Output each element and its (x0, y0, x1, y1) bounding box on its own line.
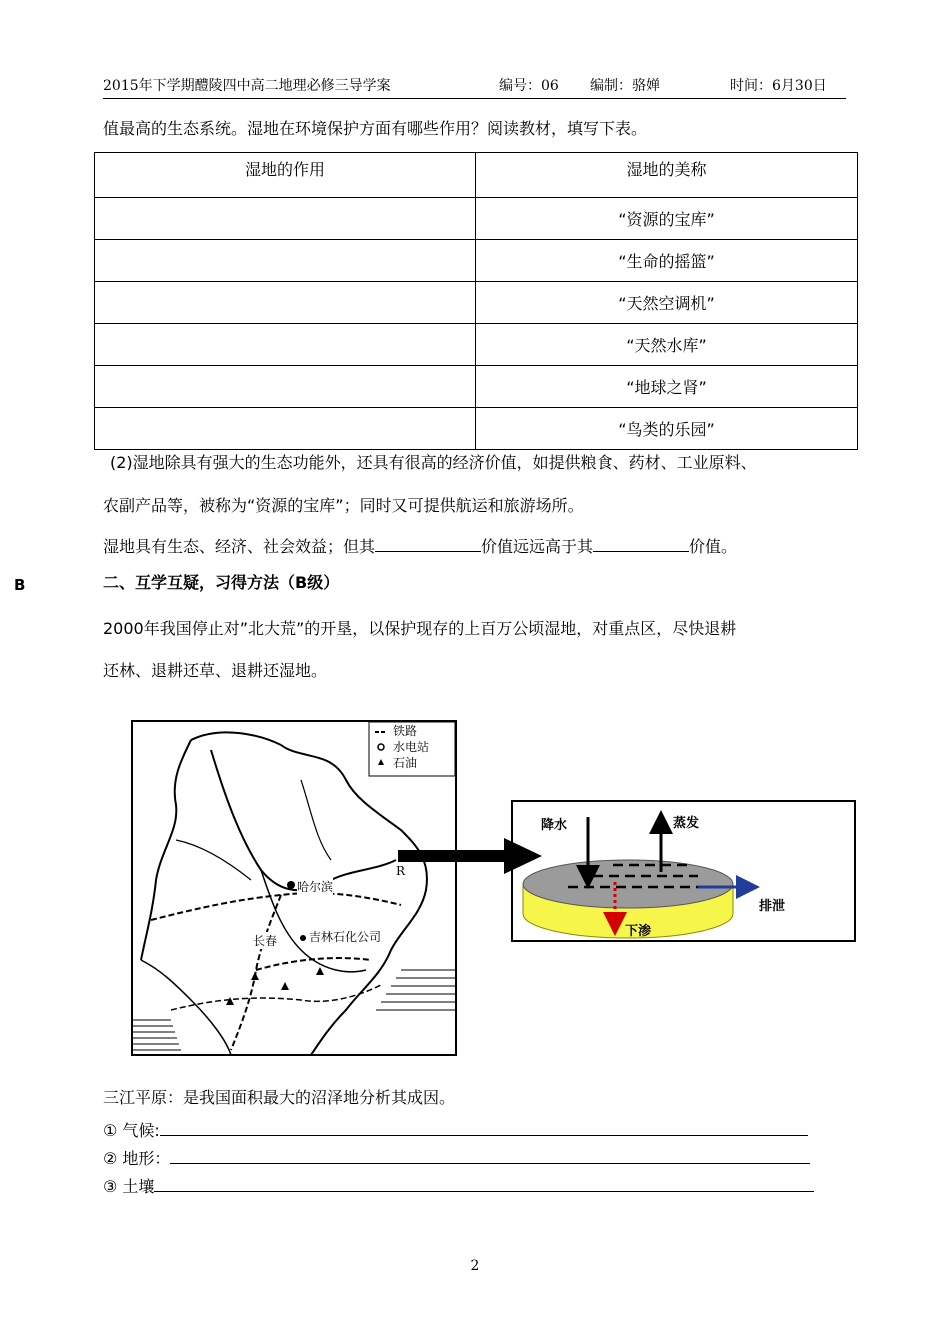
question-soil (103, 1173, 825, 1199)
intro-line: 值最高的生态系统。湿地在环境保护方面有哪些作用？阅读教材，填写下表。 (103, 119, 648, 138)
table-row (95, 198, 858, 240)
table-cell-name: “资源的宝库” (476, 198, 858, 240)
question-soil-label: ③ 土壤 (103, 1177, 155, 1196)
table-cell-role[interactable] (95, 282, 476, 324)
table-cell-name: “鸟类的乐园” (476, 408, 858, 450)
map-label-r: R (396, 864, 406, 878)
answer-blank[interactable] (375, 533, 481, 552)
question-climate-label: ① 气候: (103, 1121, 160, 1140)
label-evaporation: 蒸发 (673, 816, 700, 831)
label-precipitation: 降水 (541, 818, 568, 833)
table-cell-role[interactable] (95, 408, 476, 450)
table-cell-role[interactable] (95, 324, 476, 366)
question-terrain (103, 1145, 825, 1171)
table-cell-name: “天然水库” (476, 324, 858, 366)
para2-line2: 农副产品等，被称为“资源的宝库”；同时又可提供航运和旅游场所。 (103, 496, 584, 515)
legend-railway: 铁路 (393, 724, 418, 738)
table-row (95, 324, 858, 366)
table-header-row (95, 153, 858, 198)
page-number: 2 (470, 1258, 480, 1274)
wetland-table (94, 152, 858, 450)
table-cell-role[interactable] (95, 366, 476, 408)
question-terrain-label: ② 地形： (103, 1149, 171, 1168)
table-row (95, 408, 858, 450)
northeast-map (131, 720, 457, 1056)
table-row (95, 366, 858, 408)
para2-line3-b: 价值远远高于其 (481, 537, 594, 556)
header-editor: 编制：骆婵 (590, 78, 660, 94)
table-row (95, 240, 858, 282)
city-jilin-petrochem: 吉林石化公司 (309, 930, 382, 944)
para2-line3-c: 价值。 (689, 537, 738, 556)
answer-blank[interactable] (160, 1117, 808, 1136)
answer-blank[interactable] (154, 1173, 814, 1192)
table-cell-role[interactable] (95, 198, 476, 240)
water-balance-diagram (511, 800, 856, 942)
section2-title: 二、互学互疑，习得方法（B级） (103, 573, 340, 592)
para2-line3-a: 湿地具有生态、经济、社会效益；但其 (103, 537, 376, 556)
section2-line1: 2000年我国停止对”北大荒”的开垦，以保护现存的上百万公顷湿地，对重点区，尽快退耕 (103, 619, 737, 638)
table-cell-role[interactable] (95, 240, 476, 282)
margin-mark: B (14, 576, 26, 594)
para2-line1: (2)湿地除具有强大的生态功能外，还具有很高的经济价值，如提供粮食、药材、工业原料、 (110, 453, 757, 472)
legend-hydropower: 水电站 (393, 740, 430, 754)
table-row (95, 282, 858, 324)
answer-blank[interactable] (170, 1145, 810, 1164)
header-time: 时间：6月30日 (730, 78, 827, 94)
label-infiltration: 下渗 (625, 924, 652, 939)
legend-oil: 石油 (393, 756, 418, 770)
table-cell-name: “地球之肾” (476, 366, 858, 408)
table-header-role: 湿地的作用 (95, 153, 476, 198)
city-harbin: 哈尔滨 (297, 880, 334, 894)
section2-line2: 还林、退耕还草、退耕还湿地。 (103, 661, 328, 680)
header-number: 编号：06 (499, 78, 559, 94)
table-header-name: 湿地的美称 (476, 153, 858, 198)
table-cell-name: “天然空调机” (476, 282, 858, 324)
page-header (103, 76, 846, 99)
table-cell-name: “生命的摇篮” (476, 240, 858, 282)
para2-line3 (103, 533, 737, 559)
question-climate (103, 1117, 825, 1143)
city-changchun: 长春 (253, 934, 278, 948)
label-drainage: 排泄 (759, 899, 786, 914)
header-course: 2015年下学期醴陵四中高二地理必修三导学案 (103, 78, 391, 94)
questions-intro: 三江平原：是我国面积最大的沼泽地分析其成因。 (103, 1088, 456, 1107)
answer-blank[interactable] (593, 533, 689, 552)
